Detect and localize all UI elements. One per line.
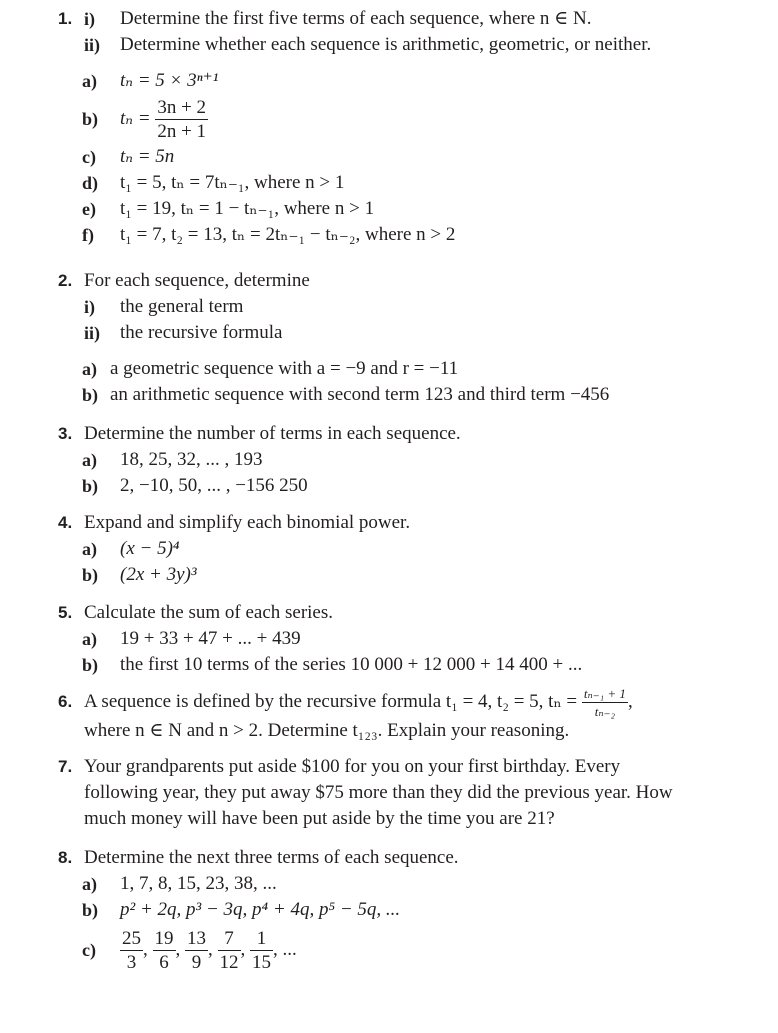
question-2 bbox=[58, 268, 758, 408]
item-text: 1, 7, 8, 15, 23, 38, ... bbox=[120, 873, 277, 894]
item-label: d) bbox=[82, 173, 99, 193]
item-label: a) bbox=[82, 450, 97, 470]
item-text: t₁ = 7, t₂ = 13, tₙ = 2tₙ₋₁ − tₙ₋₂, where n > 2 bbox=[120, 224, 456, 245]
numerator: 1 bbox=[250, 929, 273, 951]
question-intro: For each sequence, determine bbox=[84, 270, 310, 291]
fraction bbox=[582, 687, 628, 718]
fraction bbox=[218, 929, 241, 972]
question-intro: Expand and simplify each binomial power. bbox=[84, 512, 411, 533]
numerator: 19 bbox=[154, 928, 174, 950]
question-5 bbox=[58, 600, 758, 678]
part-text: the general term bbox=[120, 296, 244, 317]
question-8 bbox=[58, 845, 758, 977]
sequence-tail: , ... bbox=[273, 939, 297, 960]
question-intro: Determine the next three terms of each sequence. bbox=[84, 847, 459, 868]
numerator: 25 bbox=[122, 928, 141, 950]
item-lhs: tₙ = bbox=[120, 108, 151, 129]
item-label: b) bbox=[82, 655, 99, 675]
fraction-expression bbox=[120, 94, 208, 144]
item-label: b) bbox=[82, 900, 99, 920]
question-number: 8. bbox=[58, 848, 73, 867]
item-text: p² + 2q, p³ − 3q, p⁴ + 4q, p⁵ − 5q, ... bbox=[120, 899, 401, 920]
question-7 bbox=[58, 754, 758, 832]
item-text: (x − 5)⁴ bbox=[120, 538, 180, 559]
question-text: Your grandparents put aside $100 for you on your first birthday. Every bbox=[84, 756, 621, 777]
item-text: t₁ = 19, tₙ = 1 − tₙ₋₁, where n > 1 bbox=[120, 198, 375, 219]
fraction bbox=[185, 929, 208, 972]
denominator: 2n + 1 bbox=[157, 121, 207, 143]
part-label: ii) bbox=[84, 35, 100, 55]
item-label: a) bbox=[82, 874, 97, 894]
question-text: where n ∈ N and n > 2. Determine t₁₂₃. Explain your reasoning. bbox=[84, 720, 570, 741]
item-text: 2, −10, 50, ... , −156 250 bbox=[120, 475, 308, 496]
question-number: 2. bbox=[58, 271, 73, 290]
numerator: tₙ₋₁ + 1 bbox=[583, 686, 626, 702]
fraction bbox=[153, 929, 176, 972]
fraction bbox=[155, 98, 208, 141]
part-text: Determine whether each sequence is arithmetic, geometric, or neither. bbox=[120, 34, 652, 55]
part-label: i) bbox=[84, 9, 95, 29]
denominator: 3 bbox=[126, 952, 137, 974]
question-intro: Determine the number of terms in each sequence. bbox=[84, 423, 461, 444]
question-text: A sequence is defined by the recursive formula t₁ = 4, t₂ = 5, tₙ = bbox=[84, 691, 578, 712]
item-label: a) bbox=[82, 71, 97, 91]
item-text: the first 10 terms of the series 10 000 + 12 000 + 14 400 + ... bbox=[120, 654, 583, 675]
part-text: Determine the first five terms of each sequence, where n ∈ N. bbox=[120, 8, 592, 29]
numerator: 7 bbox=[218, 929, 241, 951]
question-text-line bbox=[84, 686, 633, 718]
item-text: tₙ = 5 × 3ⁿ⁺¹ bbox=[120, 70, 219, 91]
item-label: b) bbox=[82, 385, 99, 405]
item-text: a geometric sequence with a = −9 and r = −11 bbox=[110, 358, 459, 379]
item-label: b) bbox=[82, 476, 99, 496]
question-number: 6. bbox=[58, 692, 73, 711]
item-label: f) bbox=[82, 225, 94, 245]
item-text: tₙ = 5n bbox=[120, 146, 175, 167]
question-3 bbox=[58, 421, 758, 499]
question-text: following year, they put away $75 more than they did the previous year. How bbox=[84, 782, 673, 803]
item-label: c) bbox=[82, 147, 96, 167]
item-label: b) bbox=[82, 565, 99, 585]
denominator: 6 bbox=[159, 952, 169, 974]
question-number: 3. bbox=[58, 424, 73, 443]
part-label: ii) bbox=[84, 323, 100, 343]
item-text: t₁ = 5, tₙ = 7tₙ₋₁, where n > 1 bbox=[120, 172, 345, 193]
fraction bbox=[120, 929, 143, 972]
item-text: 19 + 33 + 47 + ... + 439 bbox=[120, 628, 301, 649]
item-label: c) bbox=[82, 940, 96, 960]
item-text: (2x + 3y)³ bbox=[120, 564, 197, 585]
denominator: 12 bbox=[219, 952, 239, 974]
numerator: 3n + 2 bbox=[157, 97, 207, 119]
part-label: i) bbox=[84, 297, 95, 317]
question-6 bbox=[58, 686, 758, 744]
item-label: e) bbox=[82, 199, 96, 219]
item-label: a) bbox=[82, 539, 97, 559]
question-text: much money will have been put aside by the time you are 21? bbox=[84, 808, 555, 829]
denominator: 9 bbox=[191, 952, 202, 974]
item-label: a) bbox=[82, 359, 97, 379]
numerator: 13 bbox=[187, 928, 206, 950]
question-intro: Calculate the sum of each series. bbox=[84, 602, 334, 623]
punctuation: , bbox=[627, 691, 633, 712]
question-1 bbox=[58, 6, 758, 248]
fraction bbox=[250, 929, 273, 972]
denominator: 15 bbox=[252, 952, 271, 974]
item-text: an arithmetic sequence with second term 123 and third term −456 bbox=[110, 384, 610, 405]
part-text: the recursive formula bbox=[120, 322, 283, 343]
fraction-sequence: $\frac{25}{3}$ , $\frac{19}{6}$ , $\frac{13}{9}$ , $\frac{7}{12}$ , $\frac{1}{15}$ , ... bbox=[122, 928, 297, 974]
question-number: 5. bbox=[58, 603, 73, 622]
item-text: 18, 25, 32, ... , 193 bbox=[120, 449, 263, 470]
item-label: a) bbox=[82, 629, 97, 649]
question-number: 7. bbox=[58, 757, 73, 776]
denominator: tₙ₋₂ bbox=[594, 704, 616, 720]
question-number: 4. bbox=[58, 513, 73, 532]
question-number: 1. bbox=[58, 9, 73, 28]
item-label: b) bbox=[82, 109, 99, 129]
question-4 bbox=[58, 510, 758, 588]
